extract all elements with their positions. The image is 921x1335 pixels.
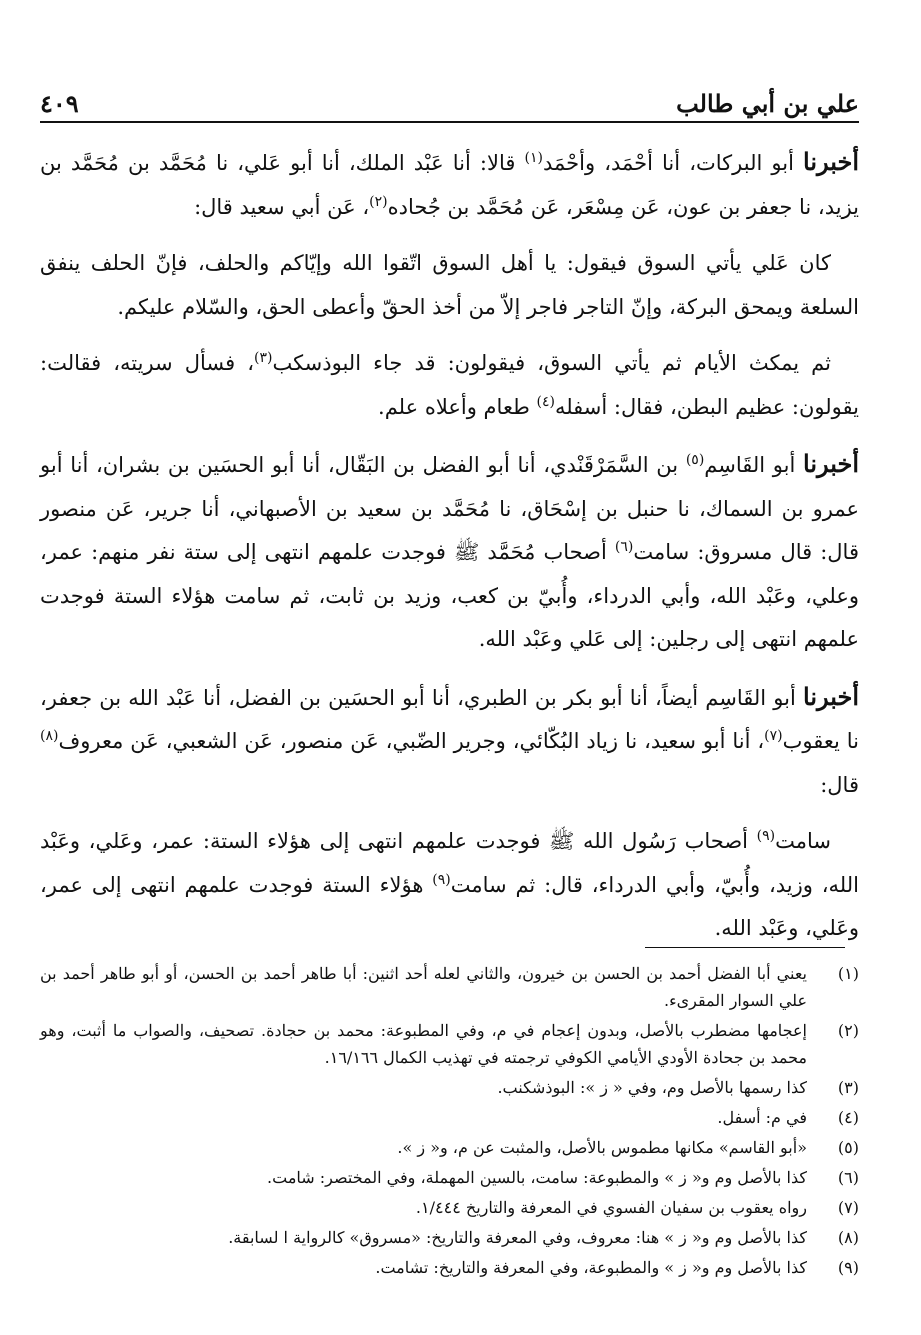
footnote-text: كذا رسمها بالأصل وم، وفي « ز »: البوذشكنب. — [497, 1078, 807, 1097]
text-run: أبو القَاسِم أيضاً، أنا أبو بكر بن الطبري، أنا أبو الحسَين بن الفضل، أنا عَبْد الله بن جعفر، نا يعقوب — [40, 685, 860, 753]
footnote-text: كذا بالأصل وم و« ز » هنا: معروف، وفي المعرفة والتاريخ: «مسروق» كالرواية ا لسابقة. — [228, 1228, 807, 1247]
footnote-text: «أبو القاسم» مكانها مطموس بالأصل، والمثبت عن م، و« ز ». — [397, 1138, 807, 1157]
footnote-marker: (٧) — [764, 728, 783, 744]
footnote-number: (٨) — [837, 1228, 859, 1247]
footnote-marker: (٨) — [40, 728, 59, 744]
footnote-marker: (٤) — [536, 393, 555, 410]
footnote-marker: (٣) — [253, 350, 273, 366]
footnote-number: (١) — [837, 964, 859, 983]
footnote-number: (٩) — [837, 1258, 859, 1277]
paragraph — [40, 140, 859, 229]
text-run: طعام وأعلاه علم. — [378, 394, 537, 419]
paragraph — [40, 342, 859, 429]
text-run: هؤلاء الستة فوجدت علمهم انتهى إلى عمر، وعَلي، وعَبْد الله. — [40, 872, 859, 940]
text-run: ثم يمكث الأيام ثم يأتي السوق، فيقولون: قد جاء البوذسكب — [272, 351, 831, 375]
footnote-number: (٣) — [837, 1078, 859, 1097]
isnad-keyword: أخبرنا — [803, 449, 859, 478]
footnote-number: (٢) — [837, 1021, 859, 1040]
header-rule — [40, 121, 859, 123]
footnote — [40, 1224, 859, 1251]
footnote — [40, 1164, 859, 1191]
footnote-text: يعني أبا الفضل أحمد بن الحسن بن خيرون، والثاني لعله أحد اثنين: أبا طاهر أحمد بن الحسن، أو أبو طاهر أحمد بن علي السوار المقرىء. — [40, 964, 807, 1010]
text-run: بن السَّمَرْقَنْدي، أنا أبو الفضل بن البَقّال، أنا أبو الحسَين بن بشران، أنا أبو عمرو بن السماك، نا حنبل بن إسْحَاق، نا مُحَمَّد بن سعيد بن الأصبهاني، أنا جرير، عَن منصور قال: قال مسروق: سامت — [40, 453, 859, 564]
footnote-marker: (٦) — [614, 539, 634, 555]
footnotes — [40, 960, 859, 1284]
footnote — [40, 1074, 859, 1101]
footnote-marker: (١) — [524, 150, 543, 166]
footnote-number: (٦) — [837, 1168, 859, 1187]
text-run: سامت — [775, 829, 831, 853]
footnote-number: (٧) — [837, 1198, 859, 1217]
footnote-marker: (٢) — [369, 193, 388, 210]
text-run: ، عَن أبي سعيد قال: — [194, 194, 370, 219]
text-run: أصحاب رَسُول الله ﷺ فوجدت علمهم انتهى إلى هؤلاء الستة: عمر، وعَلي، وعَبْد الله، وزيد، وأُبيّ، وأبي الدرداء، قال: ثم سامت — [40, 829, 859, 897]
footnote — [40, 1104, 859, 1131]
footnote — [40, 1134, 859, 1161]
footnote-text: كذا بالأصل وم و« ز » والمطبوعة: سامت، بالسين المهملة، وفي المختصر: شامت. — [267, 1168, 807, 1187]
running-title: علي بن أبي طالب — [676, 89, 859, 118]
footnote-text: إعجامها مضطرب بالأصل، وبدون إعجام في م، وفي المطبوعة: محمد بن حجادة. تصحيف، والصواب ما أثبت، وهو محمد بن جحادة الأودي الأيامي الكوفي ترجمته في تهذيب الكمال ١٦/١٦٦. — [40, 1021, 807, 1067]
footnote-separator — [645, 947, 845, 948]
footnote-text: كذا بالأصل وم و« ز » والمطبوعة، وفي المعرفة والتاريخ: تشامت. — [375, 1258, 807, 1277]
page-number: ٤٠٩ — [40, 89, 79, 118]
footnote — [40, 1194, 859, 1221]
text-run: ، أنا أبو سعيد، نا زياد البُكّائي، وجرير الضّبي، عَن منصور، عَن الشعبي، عَن معروف — [58, 729, 765, 753]
paragraph — [40, 442, 859, 662]
text-run: أصحاب مُحَمَّد ﷺ فوجدت علمهم انتهى إلى ستة نفر منهم: عمر، وعلي، وعَبْد الله، وأبي الدرداء، وأُبيّ بن كعب، وزيد بن ثابت، ثم سامت هؤلاء الستة فوجدت علمهم انتهى إلى رجلين: إلى عَلي وعَبْد الله. — [40, 540, 859, 651]
text-run: كان عَلي يأتي السوق فيقول: يا أهل السوق اتّقوا الله وإيّاكم والحلف، فإنّ الحلف ينفق السلعة ويمحق البركة، وإنّ التاجر فاجر إلاّ من أخذ الحقّ وأعطى الحق، والسّلام عليكم. — [40, 251, 859, 319]
footnote-marker: (٩) — [756, 828, 776, 844]
page-header — [40, 78, 859, 118]
text-run: قالا: أنا عَبْد الملك، أنا أبو عَلي، نا مُحَمَّد بن مُحَمَّد بن يزيد، نا جعفر بن عون، عَن مِسْعَر، عَن مُحَمَّد بن جُحاده — [40, 151, 859, 219]
text-run: أبو البركات، أنا أحْمَد، وأحْمَد — [542, 151, 794, 175]
text-run: ، فسأل سريته، فقالت: يقولون: عظيم البطن، فقال: أسفله — [40, 351, 859, 419]
footnote-text: في م: أسفل. — [717, 1108, 807, 1127]
footnote — [40, 1254, 859, 1281]
main-text — [40, 140, 859, 964]
isnad-keyword: أخبرنا — [803, 681, 859, 711]
isnad-keyword: أخبرنا — [803, 147, 859, 176]
paragraph — [40, 242, 859, 329]
footnote-marker: (٥) — [685, 452, 705, 468]
text-run: قال: — [820, 772, 859, 797]
footnote-number: (٥) — [837, 1138, 859, 1157]
text-run: أبو القَاسِم — [704, 453, 796, 477]
paragraph — [40, 820, 859, 951]
footnote-number: (٤) — [837, 1108, 859, 1127]
footnote-text: رواه يعقوب بن سفيان الفسوي في المعرفة والتاريخ ١/٤٤٤. — [415, 1198, 807, 1217]
footnote — [40, 960, 859, 1014]
paragraph — [40, 675, 859, 808]
footnote-marker: (٩) — [432, 871, 451, 888]
footnote — [40, 1017, 859, 1071]
